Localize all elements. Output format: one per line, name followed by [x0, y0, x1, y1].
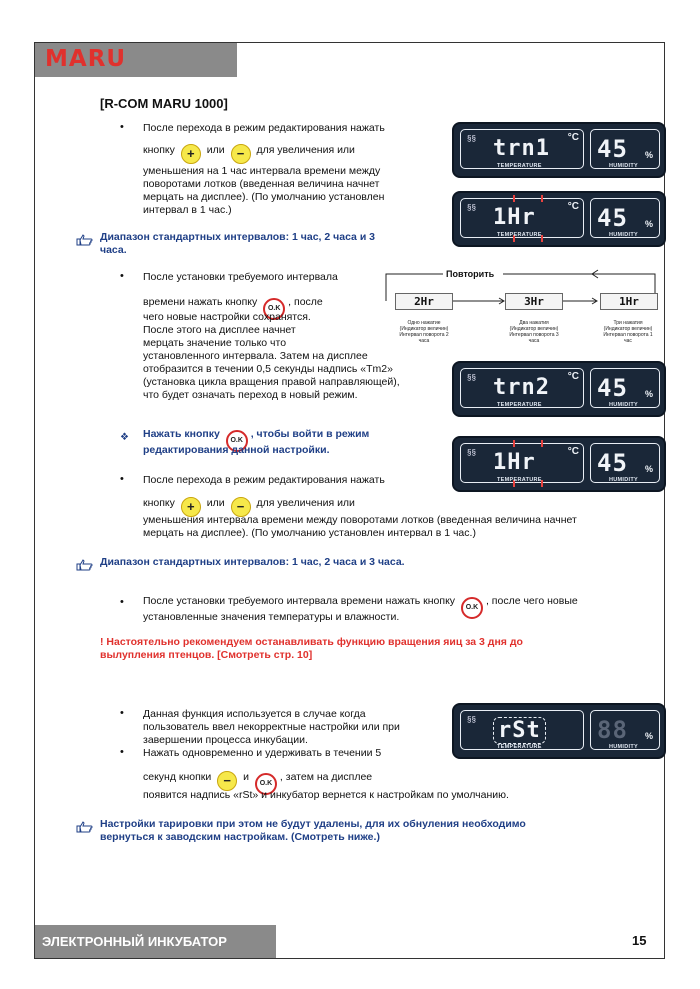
temperature-display: [460, 129, 584, 169]
percent-unit: %: [644, 389, 653, 399]
b5-line3: завершении процесса инкубации.: [143, 734, 308, 746]
b1-line4: поворотами лотков (введенная величина начнет: [143, 178, 380, 190]
ok-key-icon: O.K: [263, 298, 285, 320]
warning-line1: ! Настоятельно рекомендуем останавливать функцию вращения яиц за 3 дня до: [100, 636, 523, 648]
b4-line1: После установки требуемого интервала времени нажать кнопку O.K, после чего новые: [143, 595, 578, 619]
interval-display-1hr: 1Hr: [600, 293, 658, 310]
humidity-value: 45: [597, 374, 628, 402]
humidity-label: HUMIDITY: [609, 232, 638, 238]
b6-line3: появится надпись «rSt» и инкубатор вернется к настройкам по умолчанию.: [143, 789, 509, 801]
blink-mark: [513, 195, 515, 202]
b2-line1: После установки требуемого интервала: [143, 271, 338, 283]
note1-line2: часа.: [100, 244, 127, 256]
humidity-display: [590, 368, 660, 408]
bullet: •: [120, 746, 124, 758]
b2-line9: что будет означать переход в новый режим.: [143, 389, 358, 401]
temperature-display: [460, 368, 584, 408]
b2-line5: мерцать значение только что: [143, 337, 287, 349]
percent-unit: %: [644, 150, 653, 160]
note2: Диапазон стандартных интервалов: 1 час, 2 часа и 3 часа.: [100, 556, 405, 568]
b2-line8: (установка цикла вращения правой направляющей),: [143, 376, 400, 388]
blink-mark: [513, 440, 515, 447]
b2-line7: отобразится в течении 0,5 секунды надпись «Tm2»: [143, 363, 393, 375]
b2-line6: установленного интервала. Затем на дисплее: [143, 350, 368, 362]
note3-line1: Настройки тарировки при этом не будут удалены, для их обнуления необходимо: [100, 818, 526, 830]
interval-caption: Три нажатия (Индикатор величин) Интервал поворота 1 час: [603, 320, 653, 344]
warning-line2: вылупления птенцов. [Смотреть стр. 10]: [100, 649, 313, 661]
plus-key-icon: +: [181, 497, 201, 517]
celsius-unit: °C: [567, 446, 579, 457]
b1-line6: интервал в 1 час.): [143, 204, 232, 216]
interval-display-3hr: 3Hr: [505, 293, 563, 310]
heater-icon: §§: [467, 203, 476, 212]
display-panel-1hr: [452, 191, 666, 247]
minus-key-icon: −: [231, 497, 251, 517]
page-number: 15: [632, 933, 647, 948]
bullet: •: [120, 596, 124, 608]
temperature-value: trn2: [493, 375, 550, 400]
interval-display-2hr: 2Hr: [395, 293, 453, 310]
humidity-display: [590, 198, 660, 238]
maru-logo: MARU: [45, 46, 127, 72]
temperature-label: TEMPERATURE: [497, 163, 542, 169]
pointing-hand-icon: [76, 819, 94, 833]
plus-key-icon: +: [181, 144, 201, 164]
temperature-label: TEMPERATURE: [497, 477, 542, 483]
percent-unit: %: [644, 219, 653, 229]
b1-line1: После перехода в режим редактирования нажать: [143, 122, 385, 134]
temperature-display: [460, 710, 584, 750]
model-title: [R-COM MARU 1000]: [100, 96, 228, 111]
interval-caption: Два нажатия (Индикатор величин) Интервал поворота 3 часа: [509, 320, 559, 344]
pointing-hand-icon: [76, 557, 94, 571]
celsius-unit: °C: [567, 371, 579, 382]
percent-unit: %: [644, 731, 653, 741]
diamond-line2: редактирования данной настройки.: [143, 444, 330, 456]
b1-line5: мерцать на дисплее). (По умолчанию установлен: [143, 191, 385, 203]
blink-mark: [541, 440, 543, 447]
temperature-display: [460, 443, 584, 483]
temperature-display: [460, 198, 584, 238]
temperature-label: TEMPERATURE: [497, 744, 542, 750]
temperature-label: TEMPERATURE: [497, 402, 542, 408]
display-panel-rst: [452, 703, 666, 759]
minus-key-icon: −: [217, 771, 237, 791]
display-panel-trn2: [452, 361, 666, 417]
b3-line4: мерцать на дисплее). (По умолчанию установлен интервал в 1 час.): [143, 527, 476, 539]
ok-key-icon: O.K: [461, 597, 483, 619]
b1-line2: кнопку + или − для увеличения или: [143, 144, 355, 164]
b3-line2: кнопку + или − для увеличения или: [143, 497, 355, 517]
b5-line1: Данная функция используется в случае когда: [143, 708, 366, 720]
b2-line4: После этого на дисплее начнет: [143, 324, 296, 336]
b2-line3: чего новые настройки сохранятся.: [143, 311, 311, 323]
b4-line2: установленные значения температуры и влажности.: [143, 611, 400, 623]
b2-line2: времени нажать кнопку O.K, после: [143, 296, 323, 320]
temperature-value: rSt: [493, 717, 546, 744]
humidity-label: HUMIDITY: [609, 477, 638, 483]
diamond-bullet-icon: ❖: [120, 432, 129, 443]
interval-caption: Одно нажатие (Индикатор величин) Интервал поворота 2 часа: [399, 320, 449, 344]
heater-icon: §§: [467, 134, 476, 143]
temperature-value: 1Hr: [493, 205, 536, 230]
b3-line1: После перехода в режим редактирования нажать: [143, 474, 385, 486]
note3-line2: вернуться к заводским настройкам. (Смотреть ниже.): [100, 831, 380, 843]
heater-icon: §§: [467, 373, 476, 382]
humidity-label: HUMIDITY: [609, 402, 638, 408]
bullet: •: [120, 473, 124, 485]
b3-line3: уменьшения интервала времени между поворотами лотков (введенная величина начнет: [143, 514, 577, 526]
diamond-line1: Нажать кнопку O.K, чтобы войти в режим: [143, 428, 369, 452]
repeat-cycle-arrows: [383, 262, 663, 322]
humidity-value: 45: [597, 204, 628, 232]
b6-line1: Нажать одновременно и удерживать в течении 5: [143, 747, 382, 759]
humidity-value: 45: [597, 135, 628, 163]
temperature-value: 1Hr: [493, 450, 536, 475]
temperature-label: TEMPERATURE: [497, 232, 542, 238]
temperature-value: trn1: [493, 136, 550, 161]
humidity-display: [590, 129, 660, 169]
b5-line2: пользователь ввел некорректные настройки или при: [143, 721, 400, 733]
note1-line1: Диапазон стандартных интервалов: 1 час, 2 часа и 3: [100, 231, 376, 243]
b1-line3: уменьшения на 1 час интервала времени между: [143, 165, 381, 177]
footer-title: ЭЛЕКТРОННЫЙ ИНКУБАТОР: [42, 934, 227, 949]
humidity-label: HUMIDITY: [609, 744, 638, 750]
humidity-label: HUMIDITY: [609, 163, 638, 169]
display-panel-1hr-blinking: [452, 436, 666, 492]
display-panel-trn1: [452, 122, 666, 178]
heater-icon: §§: [467, 448, 476, 457]
ok-key-icon: O.K: [226, 430, 248, 452]
humidity-display: [590, 443, 660, 483]
humidity-value: 88: [597, 716, 628, 744]
repeat-label: Повторить: [446, 269, 495, 279]
heater-icon: §§: [467, 715, 476, 724]
b6-line2: секунд кнопки − и O.K, затем на дисплее: [143, 771, 372, 795]
minus-key-icon: −: [231, 144, 251, 164]
bullet: •: [120, 707, 124, 719]
bullet: •: [120, 121, 124, 133]
blink-mark: [541, 195, 543, 202]
celsius-unit: °C: [567, 132, 579, 143]
celsius-unit: °C: [567, 201, 579, 212]
humidity-value: 45: [597, 449, 628, 477]
pointing-hand-icon: [76, 232, 94, 246]
bullet: •: [120, 270, 124, 282]
humidity-display: [590, 710, 660, 750]
ok-key-icon: O.K: [255, 773, 277, 795]
percent-unit: %: [644, 464, 653, 474]
